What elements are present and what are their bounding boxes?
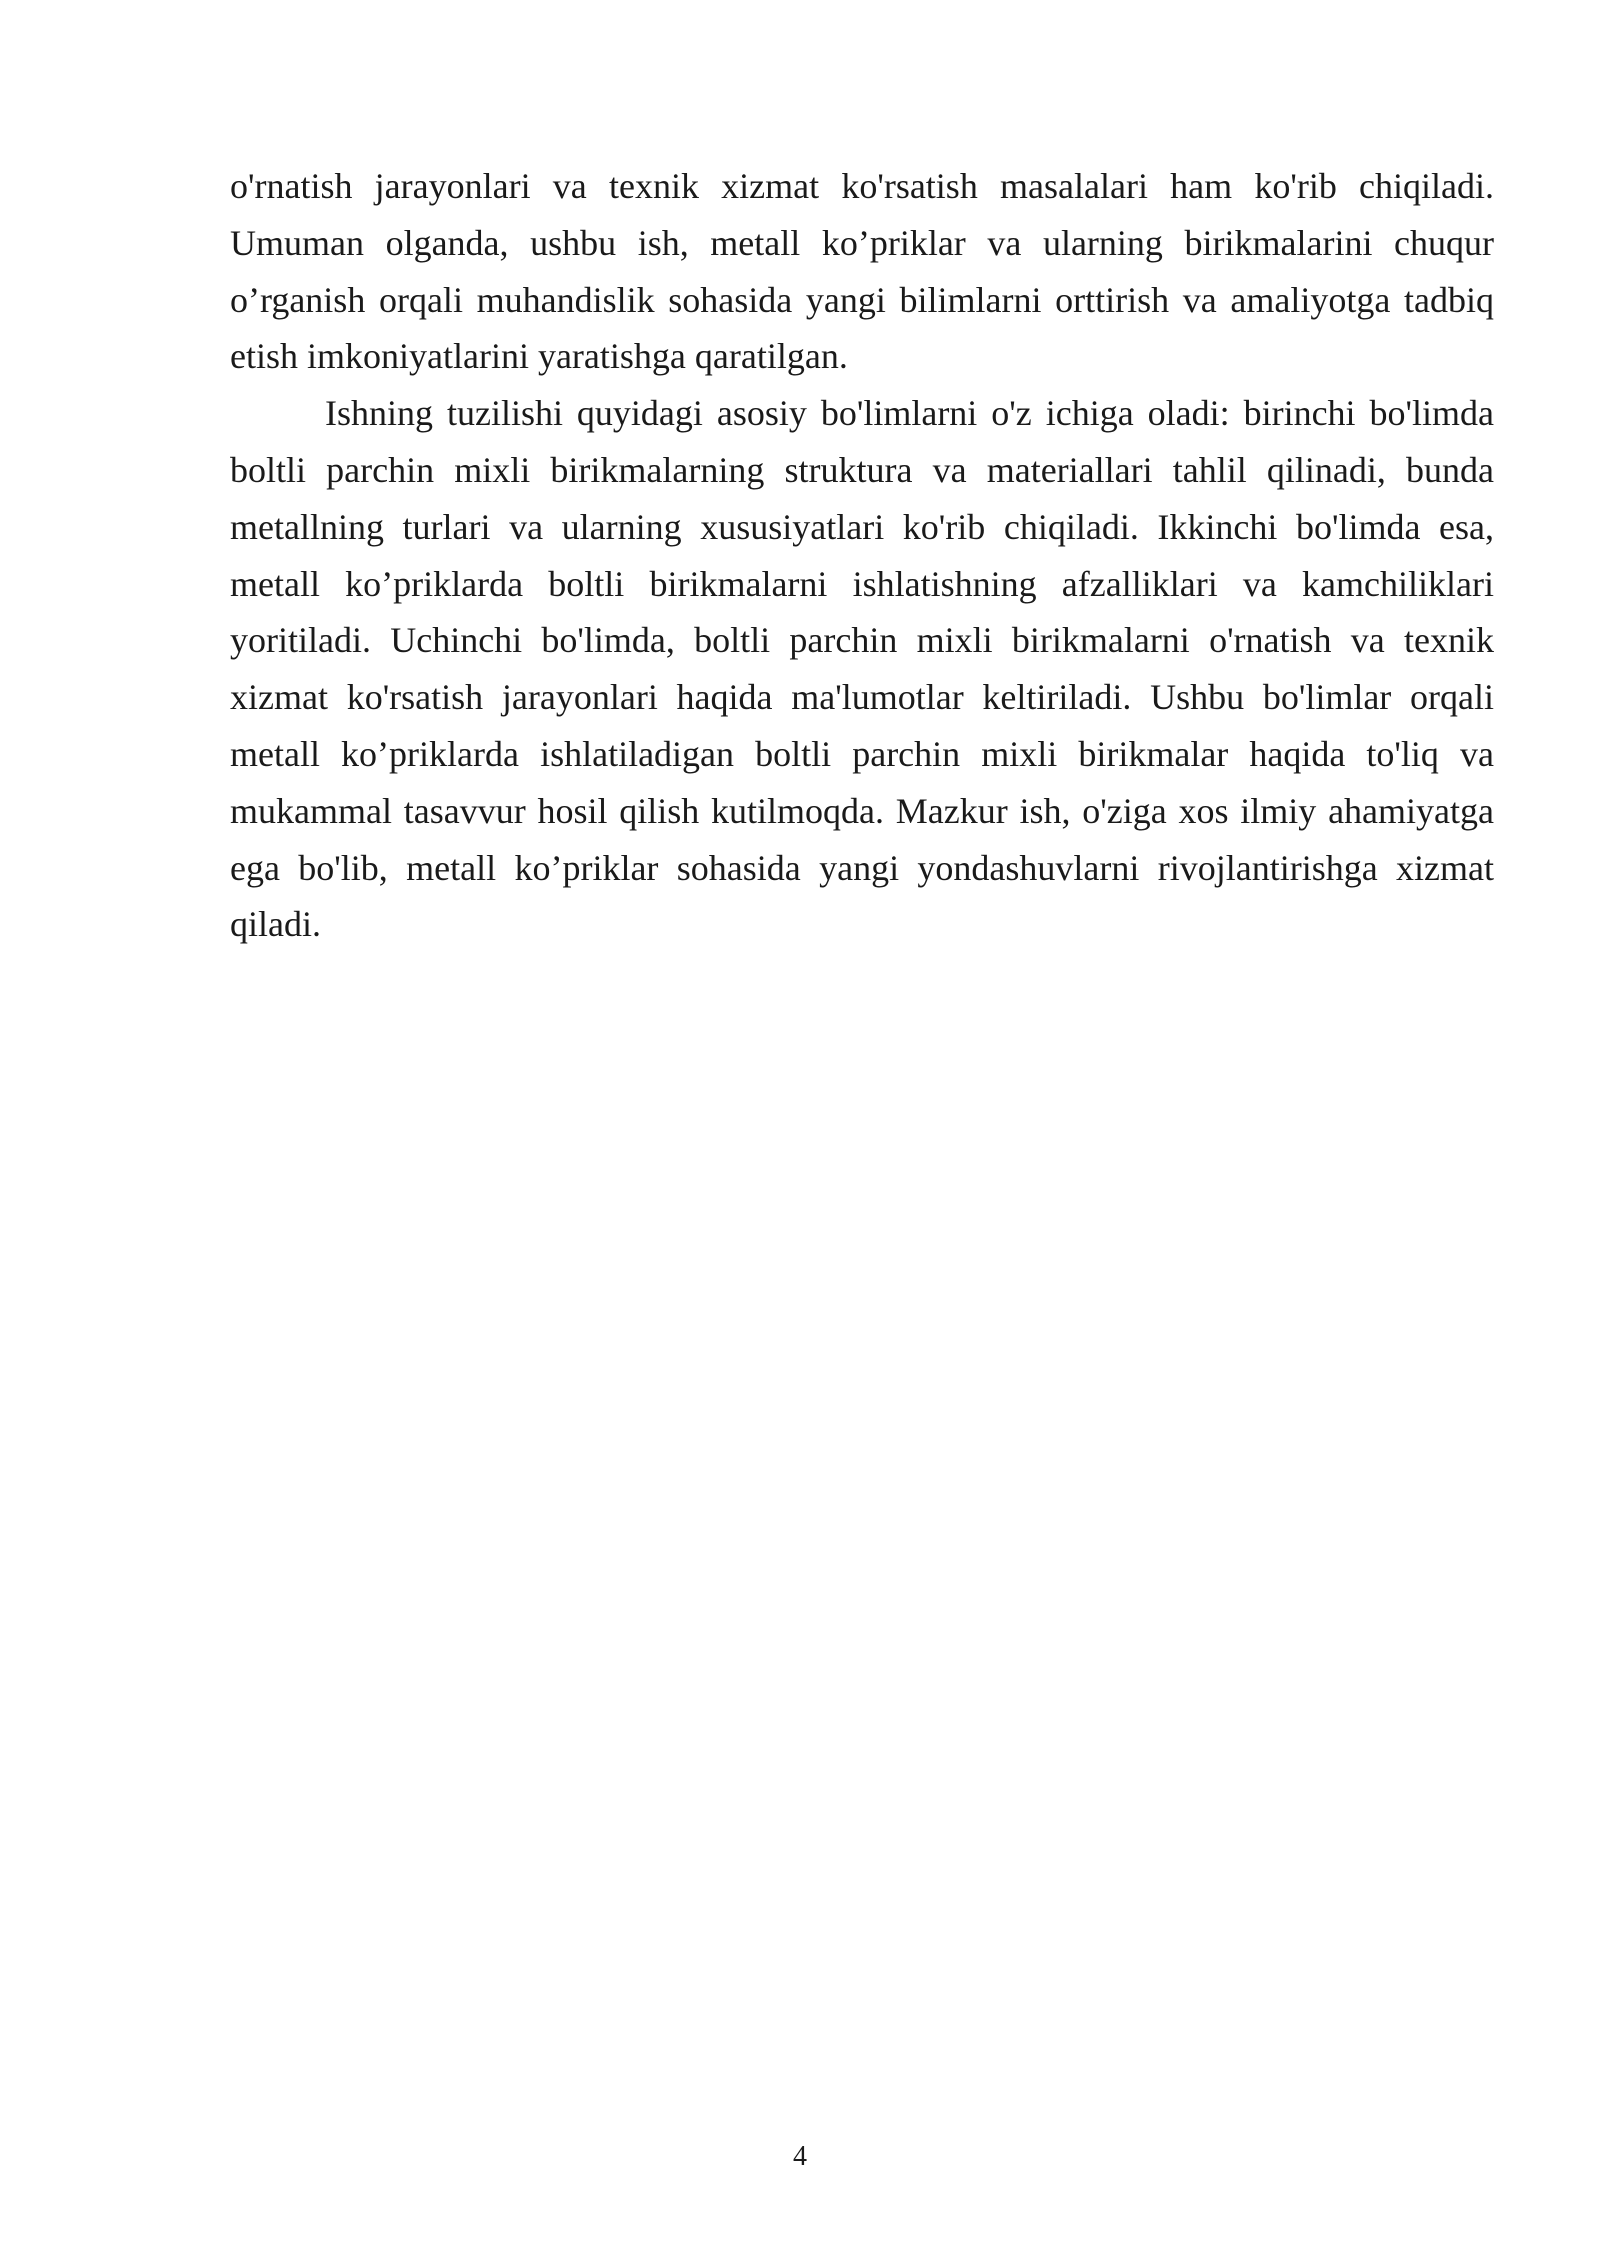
body-text — [230, 158, 1494, 953]
paragraph-structure: Ishning tuzilishi quyidagi asosiy bo'limlarni o'z ichiga oladi: birinchi bo'limda boltli parchin mixli birikmalarning struktura va materiallari tahlil qilinadi, bunda metallning turlari va ularning xususiyatlari ko'rib chiqiladi. Ikkinchi bo'limda esa, metall ko’priklarda boltli birikmalarni ishlatishning afzalliklari va kamchiliklari yoritiladi. Uchinchi bo'limda, boltli parchin mixli birikmalarni o'rnatish va texnik xizmat ko'rsatish jarayonlari haqida ma'lumotlar keltiriladi. Ushbu bo'limlar orqali metall ko’priklarda ishlatiladigan boltli parchin mixli birikmalar haqida to'liq va mukammal tasavvur hosil qilish kutilmoqda. Mazkur ish, o'ziga xos ilmiy ahamiyatga ega bo'lib, metall ko’priklar sohasida yangi yondashuvlarni rivojlantirishga xizmat qiladi. — [230, 393, 1494, 945]
paragraph-continuation: o'rnatish jarayonlari va texnik xizmat ko'rsatish masalalari ham ko'rib chiqiladi. Umuman olganda, ushbu ish, metall ko’priklar va ularning birikmalarini chuqur o’rganish orqali muhandislik sohasida yangi bilimlarni orttirish va amaliyotga tadbiq etish imkoniyatlarini yaratishga qaratilgan. — [230, 166, 1494, 377]
page-number: 4 — [793, 2141, 807, 2172]
